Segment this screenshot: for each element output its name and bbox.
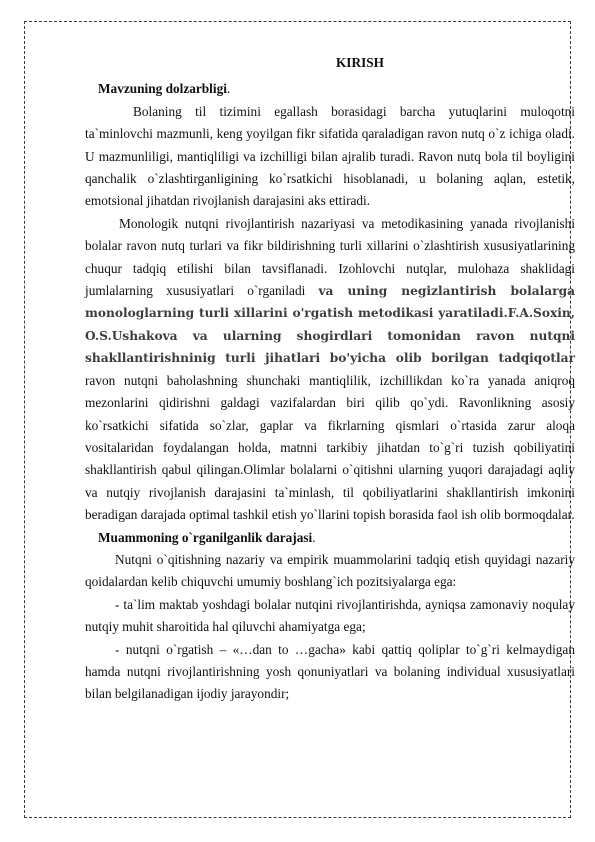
page-title: KIRISH (335, 55, 385, 70)
relevance-p2-end: ravon nutqni baholashning shunchaki mantiqlilik, izchillikdan ko`ra yanada aniqroq mezonlarini qidirishni galdagi vazifalardan biri qilib qo`ydi. Ravonlikning asosiy ko`rsatkichi sifatida so`zlar, gaplar va fikrlarning qismlari o`rtasida zarur aloqa vositalaridan foydalangan holda, matnni tarkibiy jihatdan to`g`ri tuzish qobiliyatini shakllantirish qabul qilingan.Olimlar bolalarni o`qitishni ularning yuqori darajadagi aqliy va nutqiy rivojlanish darajasini ta`minlash, til qobiliyatlarini shakllantirish imkonini beradigan darajada optimal tashkil etish yo`llarini topish borasida faol ish olib bormoqdalar. (85, 372, 575, 523)
study-paragraph-3: - nutqni o`rgatish – «…dan to …gacha» kabi qattiq qoliplar to`g`ri kelmaydigan hamda nutqni rivojlantirishning yosh qonuniyatlari va bolaning individual xususiyatlari bilan belgilanadigan ijodiy jarayondir; (85, 641, 575, 702)
relevance-p2-start: Monologik nutqni rivojlantirish nazariyasi va metodikasining yanada rivojlanishi bolalar ravon nutq turlari va fikr bildirishning turli xillarini o`zlashtirish xususiyatlarining chuqur tadqiq etilishi bilan tavsiflanadi. Izohlovchi nutqlar, mulohaza shaklidagi jumlalarning xususiyatlari o`rganiladi (85, 215, 575, 299)
relevance-paragraph-2 (85, 213, 575, 527)
study-paragraph-1: Nutqni o`qitishning nazariy va empirik muammolarini tadqiq etish quyidagi nazariy qoidalardan kelib chiquvchi umumiy boshlang`ich pozitsiyalarga ega: (85, 551, 575, 590)
document-body (85, 52, 575, 706)
section-heading-relevance: Mavzuning dolzarbligi. (98, 81, 231, 97)
relevance-heading-text: Mavzuning dolzarbligi (98, 81, 227, 97)
study-paragraph-2: - ta`lim maktab yoshdagi bolalar nutqini rivojlantirishda, ayniqsa zamonaviy noqulay nutqiy muhit sharoitida hal qiluvchi ahamiyatga ega; (85, 596, 575, 635)
study-heading-text: Muammoning o`rganilganlik darajasi (98, 529, 313, 545)
section-heading-study: Muammoning o`rganilganlik darajasi. (98, 529, 316, 545)
relevance-p2-emphasis: va uning negizlantirish bolalarga monologlarning turli xillarini o'rgatish metodikasi yaratiladi.F.A.Soxin, O.S.Ushakova va ularning shogirdlari tomonidan ravon nutqni shakllantirishninig turli jihatlari bo'yicha olib borilgan tadqiqotlar (85, 284, 575, 366)
relevance-paragraph-1: Bolaning til tizimini egallash borasidagi barcha yutuqlarini muloqotni ta`minlovchi mazmunli, keng yoyilgan fikr sifatida qaraladigan ravon nutq o`z ichiga oladi. U mazmunliligi, mantiqliligi va izchilligi bilan ajralib turadi. Ravon nutq bola til boyligini qanchalik o`zlashtirganligining ko`rsatkichi hisoblanadi, u bolaning aqlan, estetik, emotsional jihatdan rivojlanish darajasini aks ettiradi. (85, 103, 575, 209)
